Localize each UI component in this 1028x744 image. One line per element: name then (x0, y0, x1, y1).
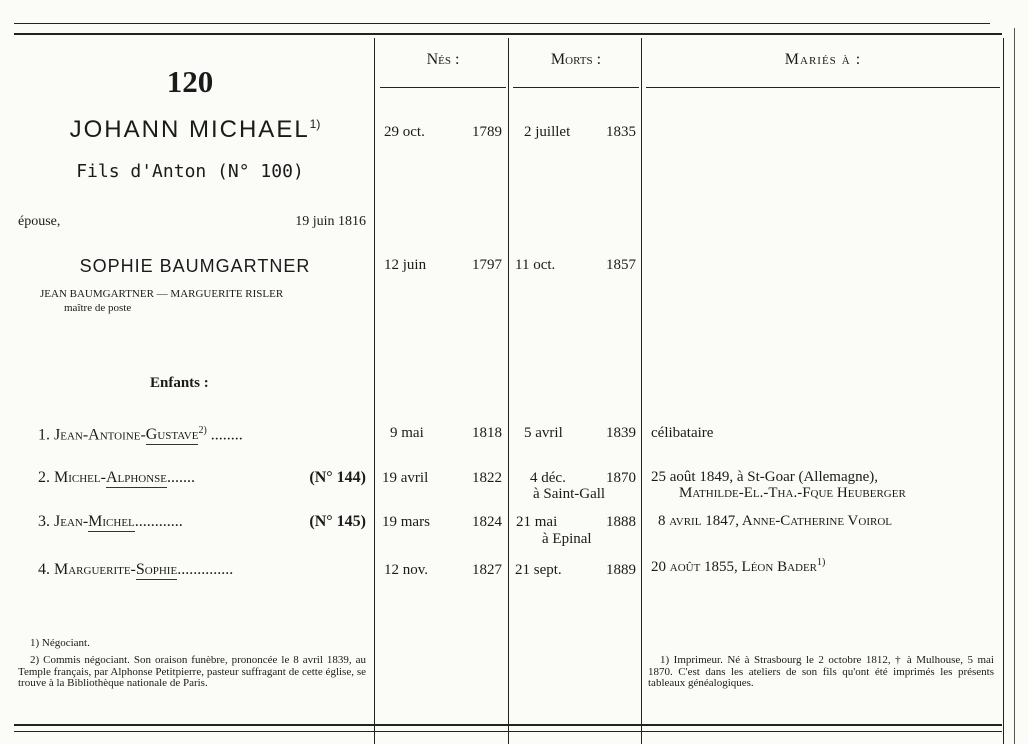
footnote-right-1: 1) Imprimeur. Né à Strasbourg le 2 octobre 1812, † à Mulhouse, 5 mai 1870. C'est dans les ateliers de son fils qu'ont été imprimés les présents tableaux généalogiques. (648, 654, 994, 689)
child-leader-dots: ........ (206, 426, 243, 444)
header-morts: Morts : (550, 51, 602, 68)
child-death-place: à Epinal (542, 531, 592, 547)
column-divider-3 (641, 38, 642, 744)
person-subtitle: Fils d'Anton (N° 100) (76, 161, 304, 182)
child-born-year: 1824 (472, 514, 502, 530)
spouse-born-day: 12 juin (384, 257, 427, 273)
child-marriage-text: 20 août 1855, Léon Bader (651, 559, 818, 575)
person-died-day: 2 juillet (524, 124, 571, 140)
child-leader-dots: ............ (134, 513, 183, 530)
child-died-year: 1889 (606, 562, 636, 578)
child-marriage: 25 août 1849, à St-Goar (Allemagne), (651, 469, 879, 485)
top-rule-thin (14, 23, 990, 24)
column-divider-2 (508, 38, 509, 744)
footnote-left-1: 1) Négociant. (30, 637, 90, 649)
child-born-year: 1818 (472, 425, 502, 441)
child-name-underlined: Alphonse (105, 469, 167, 486)
child-marriage-text: 8 avril 1847, Anne-Catherine Voirol (658, 513, 892, 529)
person-born-day: 29 oct. (384, 124, 425, 140)
child-born-day: 19 mars (382, 514, 430, 530)
child-leader-dots: .............. (177, 561, 234, 578)
person-name: JOHANN MICHAEL (69, 116, 310, 143)
header-underline-morts (513, 87, 639, 88)
spouse-name: SOPHIE BAUMGARTNER (79, 256, 311, 276)
child-entry (38, 425, 366, 444)
child-born-day: 12 nov. (384, 562, 429, 578)
child-died-year: 1839 (606, 425, 636, 441)
person-name-block (30, 116, 360, 144)
child-number: 2. (38, 469, 50, 486)
child-born-day: 9 mai (390, 425, 424, 441)
header-maries: Mariés à : (784, 51, 862, 68)
spouse-born-year: 1797 (472, 257, 502, 273)
spouse-occupation: maître de poste (64, 302, 132, 314)
child-leader-dots: ....... (167, 469, 195, 486)
child-number: 1. (38, 426, 50, 444)
child-reference: (N° 145) (309, 513, 366, 530)
child-died-day: 21 mai (516, 514, 558, 530)
header-nes: Nés : (426, 51, 460, 68)
child-marriage: célibataire (651, 425, 714, 441)
child-born-year: 1822 (472, 470, 502, 486)
spouse-died-day: 11 oct. (515, 257, 556, 273)
child-died-year: 1870 (606, 470, 636, 486)
marriage-date: 19 juin 1816 (295, 214, 366, 229)
child-name-first: Jean-Antoine- (54, 426, 146, 444)
person-died-year: 1835 (606, 124, 636, 140)
child-name-underlined: Gustave (145, 426, 199, 444)
child-name-underlined: Sophie (135, 561, 178, 578)
spouse-died-year: 1857 (606, 257, 636, 273)
page-edge (1014, 28, 1015, 744)
column-divider-1 (374, 38, 375, 744)
footnote-left-2: 2) Commis négociant. Son oraison funèbre, prononcée le 8 avril 1839, au Temple français, par Alphonse Petitpierre, pasteur suffragant de cette église, se trouve à la Bibliothèque nationale de Paris. (18, 654, 366, 689)
child-marriage-spouse: Mathilde-El.-Tha.-Fque Heuberger (679, 485, 906, 501)
child-number: 3. (38, 513, 50, 530)
child-death-place: à Saint-Gall (533, 486, 606, 502)
child-died-year: 1888 (606, 514, 636, 530)
child-born-day: 19 avril (382, 470, 429, 486)
child-entry (38, 561, 366, 579)
marriage-label: épouse, (18, 214, 61, 229)
person-born-year: 1789 (472, 124, 502, 140)
child-marriage-footnote-ref: 1) (817, 557, 826, 568)
child-name-first: Marguerite- (54, 561, 136, 578)
child-died-day: 4 déc. (530, 470, 566, 486)
child-name-first: Michel- (54, 469, 106, 486)
child-born-year: 1827 (472, 562, 502, 578)
top-rule (14, 33, 1002, 35)
header-underline-nes (380, 87, 506, 88)
child-marriage (651, 557, 825, 576)
child-name-first: Jean- (54, 513, 89, 530)
spouse-parents: JEAN BAUMGARTNER — MARGUERITE RISLER (40, 288, 284, 300)
child-marriage (658, 513, 892, 530)
person-name-footnote-ref: 1) (309, 117, 321, 131)
child-reference: (N° 144) (309, 469, 366, 486)
child-name-underlined: Michel (88, 513, 135, 530)
child-number: 4. (38, 561, 50, 578)
child-footnote-ref: 2) (198, 425, 207, 436)
header-underline-maries (646, 87, 1000, 88)
column-divider-right (1003, 38, 1004, 744)
children-heading: Enfants : (150, 375, 209, 391)
child-died-day: 21 sept. (515, 562, 562, 578)
child-died-day: 5 avril (524, 425, 563, 441)
entry-number: 120 (166, 64, 214, 99)
